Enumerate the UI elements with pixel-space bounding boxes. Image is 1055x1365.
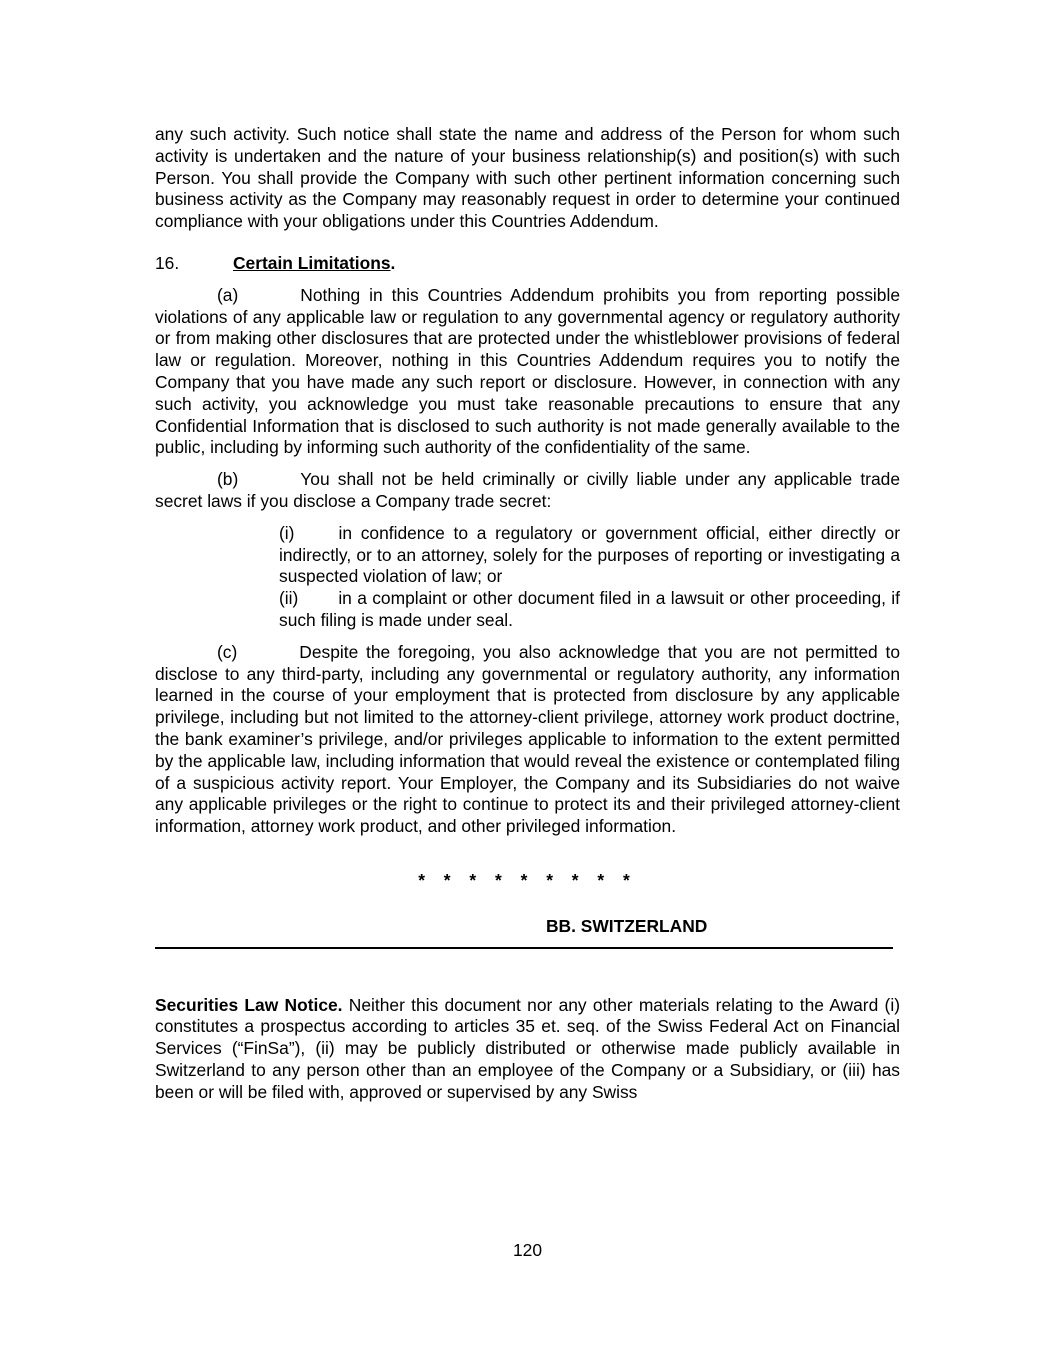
paragraph-c-text: Despite the foregoing, you also acknowledge that you are not permitted to disclose to any third-party, including any governmental or regulatory authority, any information learned in the course of your employment that is protected from disclosure by any applicable privilege, including but not limited to the attorney-client privilege, attorney work product doctrine, the bank examiner’s privilege, and/or privileges applicable to information to the extent permitted by the applicable law, including information that would reveal the existence or contemplated filing of a suspicious activity report. Your Employer, the Company and its Subsidiaries do not waive any applicable privileges or the right to continue to protect its and their privileged attorney-client information, attorney work product, and other privileged information. [155, 641, 900, 837]
paragraph-c [155, 642, 900, 838]
sub-item-ii [279, 588, 900, 632]
paragraph-b-text: You shall not be held criminally or civilly liable under any applicable trade secret laws if you disclose a Company trade secret: [155, 469, 900, 511]
sub-item-i-label: (i) [279, 522, 295, 543]
securities-notice-text: Neither this document nor any other materials relating to the Award (i) constitutes a prospectus according to articles 35 et. seq. of the Swiss Federal Act on Financial Services (“FinSa”), (ii) may be publicly distributed or otherwise made publicly available in Switzerland to any person other than an employee of the Company or a Subsidiary, or (iii) has been or will be filed with, approved or supervised by any Swiss [155, 994, 900, 1102]
sub-item-ii-label: (ii) [279, 588, 299, 609]
sub-item-i [279, 523, 900, 588]
section-title: Certain Limitations [233, 252, 391, 273]
section-number: 16. [155, 252, 180, 273]
paragraph-a-label: (a) [217, 284, 239, 305]
securities-notice [155, 995, 900, 1104]
document-page [155, 124, 900, 1103]
country-heading: BB. SWITZERLAND [546, 915, 708, 936]
page-number: 120 [512, 1240, 542, 1260]
paragraph-b-label: (b) [217, 469, 239, 490]
sub-item-i-text: in confidence to a regulatory or government official, either directly or indirectly, or to an attorney, solely for the purposes of reporting or investigating a suspected violation of law; or [279, 522, 900, 587]
securities-notice-lead: Securities Law Notice. [155, 994, 343, 1015]
section-separator: * * * * * * * * * [418, 869, 637, 890]
paragraph-c-label: (c) [217, 641, 238, 662]
sub-items [279, 523, 900, 632]
paragraph-a-text: Nothing in this Countries Addendum prohibits you from reporting possible violations of any applicable law or regulation to any governmental agency or regulatory authority or from making other disclosures that are protected under the whistleblower provisions of federal law or regulation. Moreover, nothing in this Countries Addendum requires you to notify the Company that you have made any such report or disclosure. However, in connection with any such activity, you acknowledge you must take reasonable precautions to ensure that any Confidential Information that is disclosed to such authority is not made generally available to the public, including by informing such authority of the confidentiality of the same. [155, 284, 900, 458]
paragraph-a [155, 285, 900, 459]
paragraph-b [155, 469, 900, 513]
sub-item-ii-text: in a complaint or other document filed in a lawsuit or other proceeding, if such filing is made under seal. [279, 588, 900, 630]
section-title-suffix: . [390, 252, 396, 273]
section-title-wrap [233, 253, 395, 275]
section-heading [155, 253, 900, 275]
intro-paragraph: any such activity. Such notice shall state the name and address of the Person for whom such activity is undertaken and the nature of your business relationship(s) and position(s) with such Person. You shall provide the Company with such other pertinent information concerning such business activity as the Company may reasonably request in order to determine your continued compliance with your obligations under this Countries Addendum. [155, 124, 900, 232]
